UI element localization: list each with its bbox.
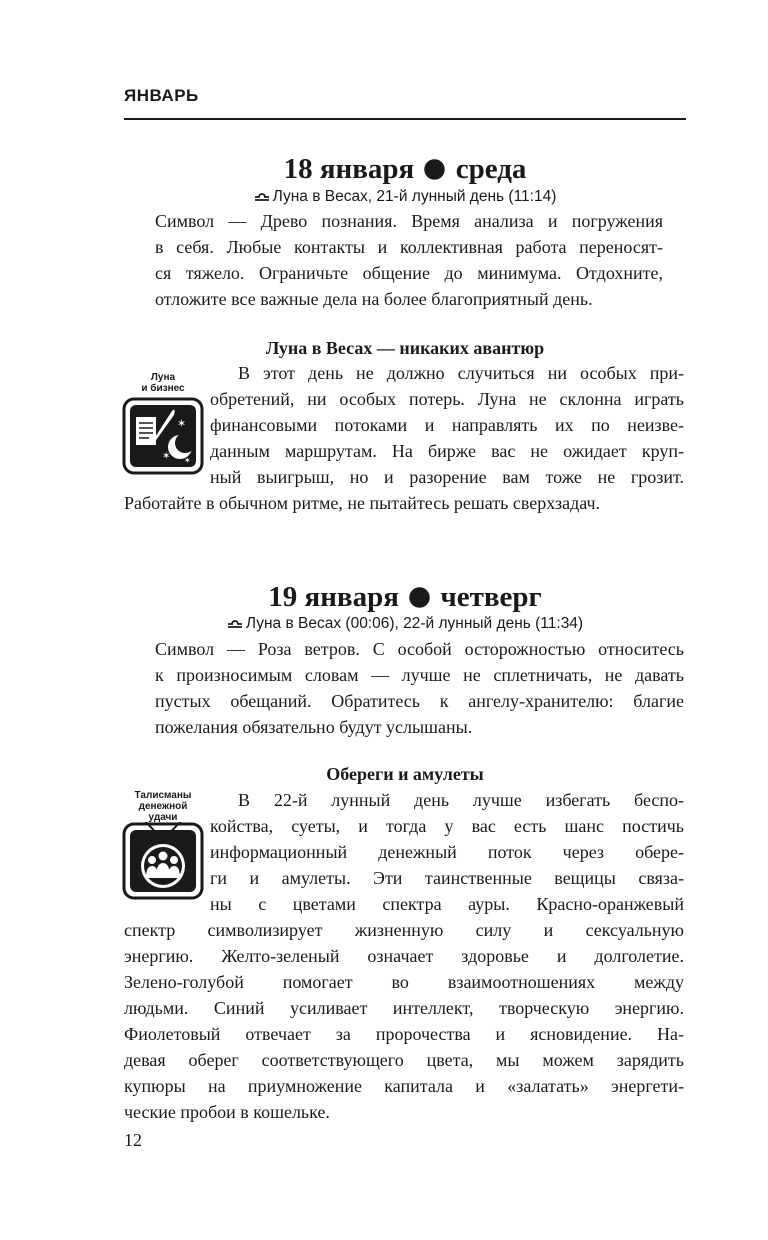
body-text-2-line-3: информационный денежный поток через обере-: [210, 842, 684, 862]
body-text-2-line-11: девая оберег соответствующего цвета, мы можем зарядить: [124, 1050, 684, 1070]
body-text-1-line-5: ный выигрыш, но и разорение вам тоже не грозит.: [210, 467, 684, 487]
libra-icon: [254, 189, 270, 201]
body-text-2-line-5: ны с цветами спектра ауры. Красно-оранжевый: [210, 894, 684, 914]
body-text-2-line-4: ги и амулеты. Эти таинственные вещицы связа-: [210, 868, 684, 888]
waning-moon-icon: [424, 159, 445, 180]
page-number: 12: [124, 1130, 142, 1150]
body-text-2-line-6: спектр символизирует жизненную силу и сексуальную: [124, 920, 684, 940]
moon-info-text: Луна в Весах (00:06), 22-й лунный день (11:34): [245, 615, 584, 632]
day-heading-1: [124, 152, 686, 186]
day-date: 19 января: [268, 581, 399, 613]
moon-info-text: Луна в Весах, 21-й лунный день (11:14): [272, 188, 557, 205]
body-text-2-line-9: людьми. Синий усиливает интеллект, творческую энергию.: [124, 998, 684, 1018]
body-text-2-line-12: купюры на приумножение капитала и «залатать» энергети-: [124, 1076, 684, 1096]
waning-moon-icon: [409, 587, 430, 608]
symbol-text-1-line-4: отложите все важные дела на более благоприятный день.: [155, 289, 593, 309]
body-text-2-line-7: энергию. Желто-зеленый означает здоровье и долголетие.: [124, 946, 684, 966]
moon-business-icon: [122, 397, 204, 475]
svg-text:✶: ✶: [162, 451, 171, 462]
body-text-2-line-8: Зелено-голубой помогает во взаимоотношениях между: [124, 972, 684, 992]
icon-caption-2: Талисманы денежной удачи: [134, 790, 192, 823]
day-heading-2: [124, 580, 686, 614]
section-title-1: Луна в Весах — никаких авантюр: [265, 338, 545, 358]
icon-caption-1: Луна и бизнес: [141, 372, 185, 394]
body-text-1-line-4: данным маршрутам. На бирже вас не ожидает круп-: [210, 441, 684, 461]
body-text-2-line-2: койства, суеты, и тогда у вас есть шанс постичь: [210, 816, 684, 836]
moon-info-1: [124, 187, 686, 207]
symbol-text-1-line-2: в себя. Любые контакты и коллективная работа переносят-: [155, 237, 663, 257]
body-text-1-line-2: обретений, ни особых потерь. Луна не склонна играть: [210, 389, 684, 409]
money-talisman-icon: [122, 822, 204, 900]
symbol-text-2-line-3: пустых обещаний. Обратитесь к ангелу-хранителю: благие: [155, 691, 684, 711]
body-text-1-line-3: финансовыми потоками и направлять их по неизве-: [210, 415, 684, 435]
body-text-1-line-1: В этот день не должно случиться ни особых при-: [238, 363, 684, 383]
section-title-2: Обереги и амулеты: [326, 764, 484, 784]
symbol-text-2-line-4: пожелания обязательно будут услышаны.: [155, 717, 473, 737]
body-text-2-line-13: ческие пробои в кошельке.: [124, 1102, 330, 1122]
symbol-text-2-line-2: к произносимым словам — лучше не сплетничать, не давать: [155, 665, 684, 685]
body-text-2-line-10: Фиолетовый отвечает за пророчества и ясновидение. На-: [124, 1024, 684, 1044]
header-rule: [124, 118, 686, 120]
symbol-text-2-line-1: Символ — Роза ветров. С особой осторожностью относитесь: [155, 639, 684, 659]
svg-text:✶: ✶: [177, 417, 187, 430]
day-date: 18 января: [283, 153, 415, 185]
svg-text:✶: ✶: [184, 456, 191, 465]
running-head: ЯНВАРЬ: [124, 86, 199, 105]
symbol-text-1-line-1: Символ — Древо познания. Время анализа и погружения: [155, 211, 663, 231]
body-text-1-line-6: Работайте в обычном ритме, не пытайтесь решать сверхзадач.: [124, 493, 601, 513]
symbol-text-1-line-3: ся тяжело. Ограничьте общение до минимума. Отдохните,: [155, 263, 663, 283]
day-weekday: четверг: [440, 581, 542, 613]
libra-icon: [227, 616, 243, 628]
day-weekday: среда: [455, 153, 527, 185]
moon-info-2: [124, 614, 686, 634]
body-text-2-line-1: В 22-й лунный день лучше избегать беспо-: [238, 790, 684, 810]
